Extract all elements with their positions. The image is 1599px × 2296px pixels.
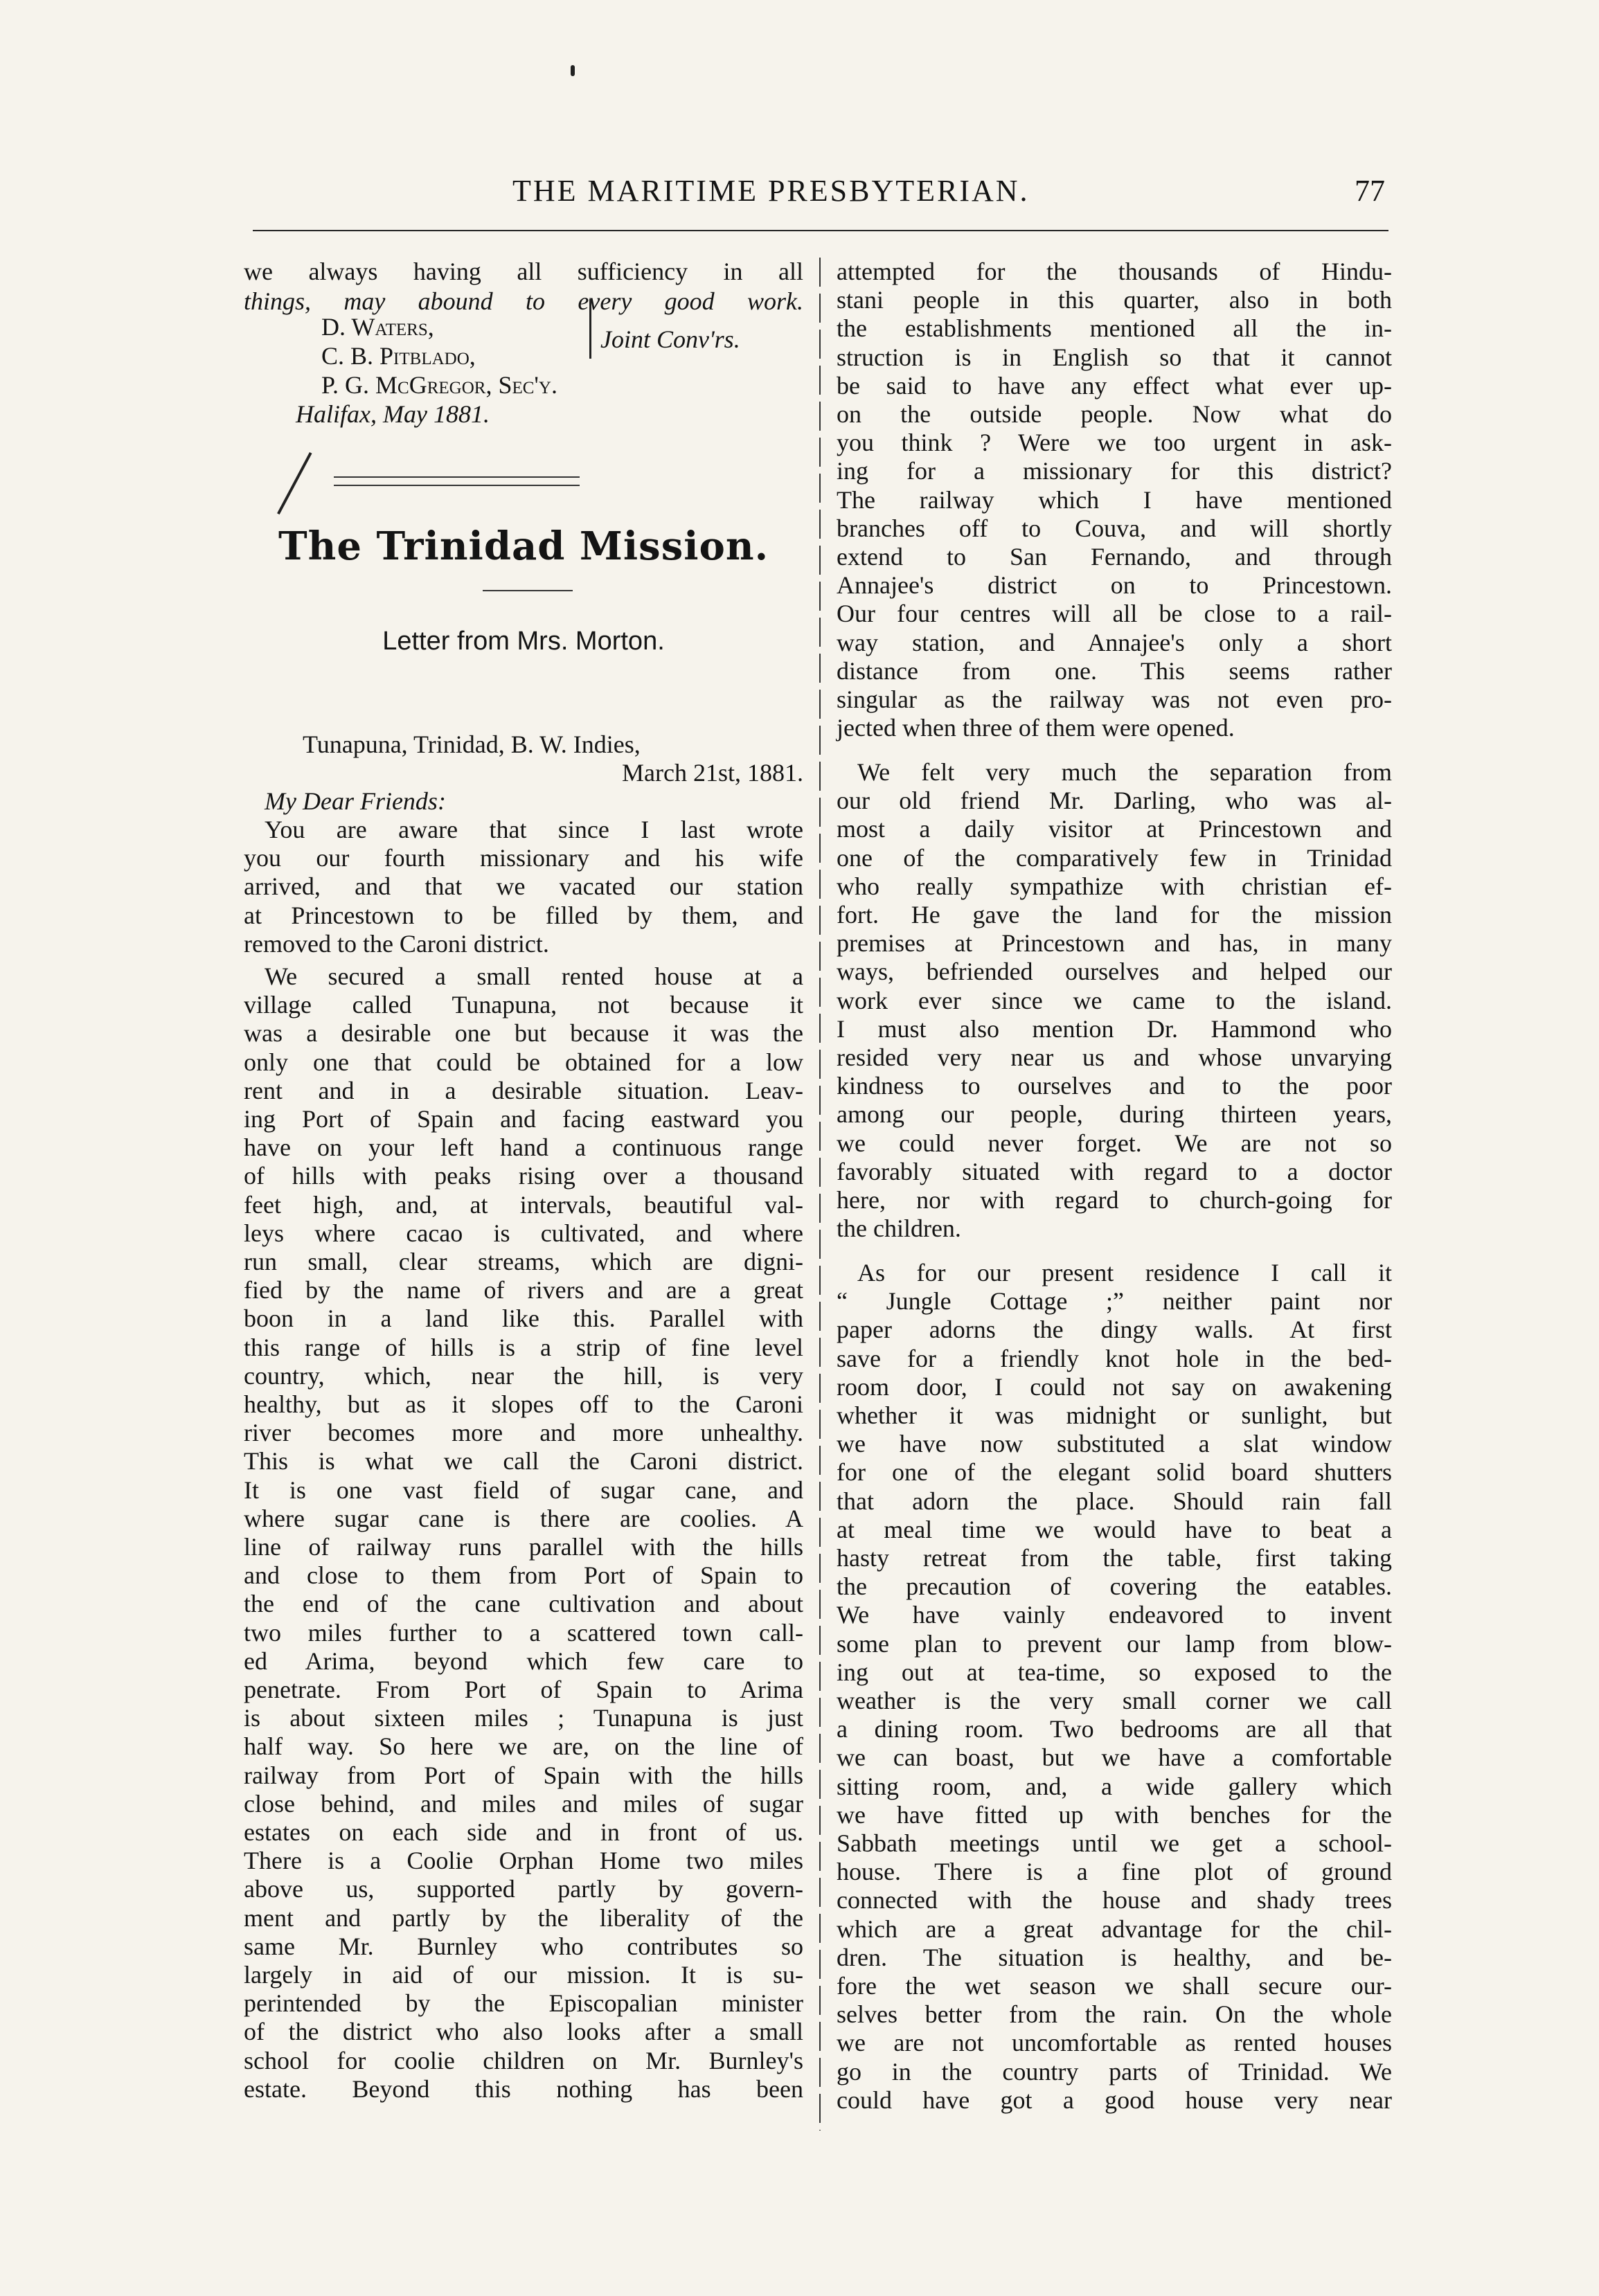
text-line: close behind, and miles and miles of sugar [244,1789,803,1818]
text-line: fore the wet season we shall secure our- [837,1972,1392,2000]
text-line: one of the comparatively few in Trinidad [837,843,1392,872]
text-line: arrived, and that we vacated our station [244,872,803,901]
text-line: connected with the house and shady trees [837,1886,1392,1914]
text-line: We have vainly endeavored to invent [837,1601,1392,1629]
text-line: same Mr. Burnley who contributes so [244,1932,803,1960]
text-line: ing Port of Spain and facing eastward you [244,1105,803,1133]
header-rule [253,230,1388,231]
text-line: largely in aid of our mission. It is su- [244,1961,803,1989]
text-line: school for coolie children on Mr. Burnley's [244,2046,803,2074]
text-line: who really sympathize with christian ef- [837,872,1392,900]
page-header [512,173,1385,222]
text-line: here, nor with regard to church-going for [837,1186,1392,1214]
text-line: a dining room. Two bedrooms are all that [837,1715,1392,1743]
text-line: favorably situated with regard to a doctor [837,1157,1392,1185]
text-line: This is what we call the Caroni district. [244,1447,803,1476]
text-line: be said to have any effect what ever up- [837,371,1392,400]
salutation: My Dear Friends: [265,787,446,815]
pen-mark [277,452,312,514]
text-line: we have now substituted a slat window [837,1430,1392,1458]
dateline-date: March 21st, 1881. [622,759,803,787]
text-line: attempted for the thousands of Hindu- [837,258,1392,285]
text-line: ment and partly by the liberality of the [244,1903,803,1932]
text-line: the precaution of covering the eatables. [837,1572,1392,1601]
text-line: removed to the Caroni district. [244,929,549,958]
signature-waters: D. Waters, [321,313,434,341]
text-line: run small, clear streams, which are digni- [244,1248,803,1275]
text-line: It is one vast field of sugar cane, and [244,1476,803,1504]
text-line: rent and in a desirable situation. Leav- [244,1076,803,1104]
text-line: The railway which I have mentioned [837,485,1392,514]
page-number: 77 [1355,174,1385,208]
text-line: river becomes more and more unhealthy. [244,1419,803,1447]
signature-pitblado: C. B. Pitblado, [321,342,476,370]
text-line: dren. The situation is healthy, and be- [837,1943,1392,1971]
text-line: half way. So here we are, on the line of [244,1732,803,1761]
text-line: distance from one. This seems rather [837,656,1392,685]
double-rule [334,476,580,486]
text-line: ed Arima, beyond which few care to [244,1647,803,1675]
text-line: among our people, during thirteen years, [837,1100,1392,1129]
text-line: our old friend Mr. Darling, who was al- [837,787,1392,815]
text-line: we always having all sufficiency in all [244,258,803,285]
article-title: The Trinidad Mission. [278,523,769,569]
text-line: We secured a small rented house at a [265,962,803,990]
text-line: jected when three of them were opened. [837,714,1235,742]
text-line: house. There is a fine plot of ground [837,1858,1392,1886]
text-line: that adorn the place. Should rain fall [837,1487,1392,1515]
joint-conveners-label: Joint Conv'rs. [600,325,740,353]
text-line: room door, I could not say on awakening [837,1372,1392,1401]
text-line: country, which, near the hill, is very [244,1361,803,1390]
text-line: where sugar cane is there are coolies. A [244,1504,803,1532]
text-line: ing out at tea-time, so exposed to the [837,1658,1392,1686]
text-line: we have fitted up with benches for the [837,1800,1392,1829]
text-line: you think ? Were we too urgent in ask- [837,429,1392,457]
text-line: boon in a land like this. Parallel with [244,1304,803,1333]
article-subtitle: Letter from Mrs. Morton. [382,627,665,656]
text-line: railway from Port of Spain with the hills [244,1761,803,1789]
text-line: paper adorns the dingy walls. At first [837,1316,1392,1344]
text-line: Sabbath meetings until we get a school- [837,1829,1392,1857]
signature-brace [580,299,591,359]
column-divider [819,258,821,2131]
text-line: singular as the railway was not even pro- [837,685,1392,713]
text-line: leys where cacao is cultivated, and where [244,1219,803,1247]
text-line: Annajee's district on to Princestown. [837,571,1392,600]
text-line: only one that could be obtained for a low [244,1048,803,1076]
text-line: some plan to prevent our lamp from blow- [837,1629,1392,1658]
text-line: branches off to Couva, and will shortly [837,514,1392,542]
text-line: We felt very much the separation from [857,758,1392,786]
text-line: ways, befriended ourselves and helped our [837,958,1392,986]
text-line: Our four centres will all be close to a rail- [837,600,1392,628]
text-line: stani people in this quarter, also in both [837,286,1392,314]
running-title: THE MARITIME PRESBYTERIAN. [512,174,1030,208]
text-line: this range of hills is a strip of fine level [244,1333,803,1361]
title-rule [483,590,573,591]
text-line: of hills with peaks rising over a thousand [244,1162,803,1190]
text-line: go in the country parts of Trinidad. We [837,2057,1392,2086]
text-line: healthy, but as it slopes off to the Caroni [244,1390,803,1418]
text-line: we can boast, but we have a comfortable [837,1743,1392,1772]
text-line: You are aware that since I last wrote [265,816,803,843]
text-line: save for a friendly knot hole in the bed- [837,1344,1392,1372]
text-line: two miles further to a scattered town call- [244,1618,803,1647]
text-line: is about sixteen miles ; Tunapuna is just [244,1704,803,1732]
text-line: struction is in English so that it cannot [837,343,1392,371]
text-line: on the outside people. Now what do [837,400,1392,428]
text-line: we are not uncomfortable as rented houses [837,2029,1392,2057]
text-line: premises at Princestown and has, in many [837,929,1392,958]
text-line: at Princestown to be filled by them, and [244,901,803,929]
text-line: most a daily visitor at Princestown and [837,815,1392,843]
text-line: above us, supported partly by govern- [244,1875,803,1903]
text-line: As for our present residence I call it [857,1259,1392,1286]
text-line: could have got a good house very near [837,2086,1392,2114]
text-line: you our fourth missionary and his wife [244,844,803,872]
text-line: work ever since we came to the island. [837,986,1392,1014]
text-line: line of railway runs parallel with the hills [244,1533,803,1561]
text-line: resided very near us and whose unvarying [837,1043,1392,1071]
text-line: “ Jungle Cottage ;” neither paint nor [837,1287,1392,1316]
text-line: sitting room, and, a wide gallery which [837,1772,1392,1800]
text-line: which are a great advantage for the chil- [837,1914,1392,1943]
text-line: things, may abound to every good work. [244,287,803,315]
text-line: the end of the cane cultivation and about [244,1590,803,1618]
text-line: the establishments mentioned all the in- [837,314,1392,343]
text-line: at meal time we would have to beat a [837,1515,1392,1543]
text-line: was a desirable one but because it was the [244,1019,803,1048]
text-line: hasty retreat from the table, first taking [837,1544,1392,1572]
text-line: There is a Coolie Orphan Home two miles [244,1847,803,1875]
signature-place-date: Halifax, May 1881. [296,400,490,428]
text-line: I must also mention Dr. Hammond who [837,1014,1392,1043]
text-line: fort. He gave the land for the mission [837,901,1392,929]
text-line: kindness to ourselves and to the poor [837,1072,1392,1100]
text-line: estates on each side and in front of us. [244,1818,803,1846]
text-line: perintended by the Episcopalian minister [244,1989,803,2018]
text-line: penetrate. From Port of Spain to Arima [244,1676,803,1703]
text-line: feet high, and, at intervals, beautiful val- [244,1190,803,1219]
text-line: estate. Beyond this nothing has been [244,2074,803,2103]
text-line: way station, and Annajee's only a short [837,628,1392,656]
text-line: have on your left hand a continuous range [244,1133,803,1162]
text-line: extend to San Fernando, and through [837,543,1392,571]
text-line: we could never forget. We are not so [837,1129,1392,1157]
text-line: fied by the name of rivers and are a great [244,1276,803,1304]
text-line: selves better from the rain. On the whole [837,2000,1392,2029]
signature-mcgregor: P. G. McGregor, Sec'y. [321,371,557,399]
text-line: the children. [837,1214,961,1243]
dateline-place: Tunapuna, Trinidad, B. W. Indies, [303,730,641,758]
text-line: and close to them from Port of Spain to [244,1561,803,1590]
text-line: for one of the elegant solid board shutters [837,1458,1392,1487]
text-line: ing for a missionary for this district? [837,457,1392,485]
text-line: village called Tunapuna, not because it [244,991,803,1019]
text-line: of the district who also looks after a small [244,2018,803,2046]
ink-speck [571,65,575,76]
text-line: weather is the very small corner we call [837,1687,1392,1714]
text-line: whether it was midnight or sunlight, but [837,1401,1392,1429]
